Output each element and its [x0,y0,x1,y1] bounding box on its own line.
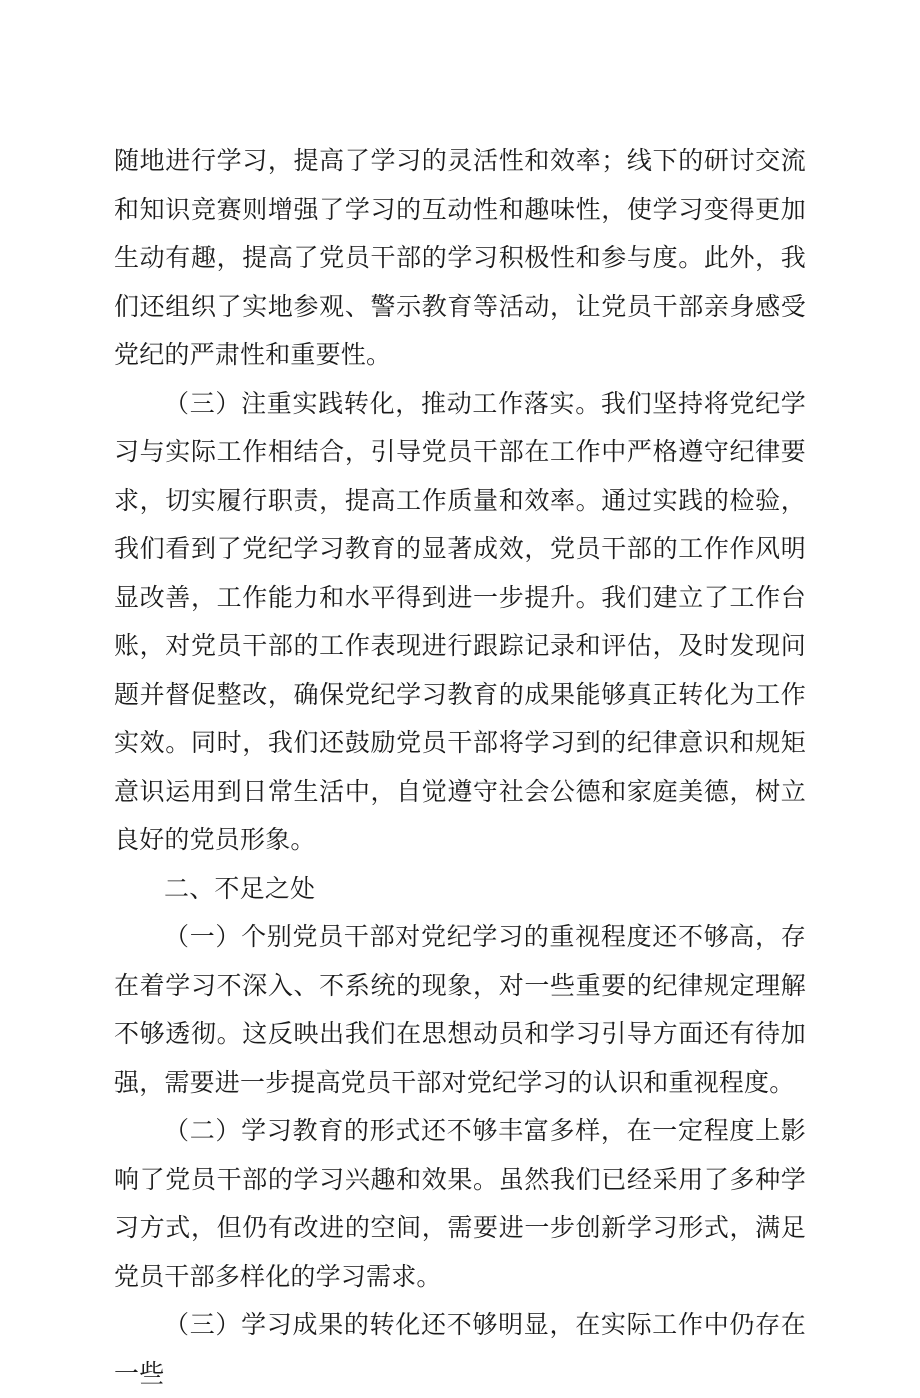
paragraph-practice-transformation: （三）注重实践转化，推动工作落实。我们坚持将党纪学习与实际工作相结合，引导党员干部在工作中严格遵守纪律要求，切实履行职责，提高工作质量和效率。通过实践的检验，我们看到了党纪学习教育的显著成效，党员干部的工作作风明显改善，工作能力和水平得到进一步提升。我们建立了工作台账，对党员干部的工作表现进行跟踪记录和评估，及时发现问题并督促整改，确保党纪学习教育的成果能够真正转化为工作实效。同时，我们还鼓励党员干部将学习到的纪律意识和规矩意识运用到日常生活中，自觉遵守社会公德和家庭美德，树立良好的党员形象。 [114,388,806,854]
paragraph-shortcoming-1: （一）个别党员干部对党纪学习的重视程度还不够高，存在着学习不深入、不系统的现象，对一些重要的纪律规定理解不够透彻。这反映出我们在思想动员和学习引导方面还有待加强，需要进一步提高党员干部对党纪学习的认识和重视程度。 [114,922,806,1097]
paragraph-continuation: 随地进行学习，提高了学习的灵活性和效率；线下的研讨交流和知识竞赛则增强了学习的互动性和趣味性，使学习变得更加生动有趣，提高了党员干部的学习积极性和参与度。此外，我们还组织了实地参观、警示教育等活动，让党员干部亲身感受党纪的严肃性和重要性。 [114,146,806,369]
paragraph-shortcoming-2: （二）学习教育的形式还不够丰富多样，在一定程度上影响了党员干部的学习兴趣和效果。虽然我们已经采用了多种学习方式，但仍有改进的空间，需要进一步创新学习形式，满足党员干部多样化的学习需求。 [114,1116,806,1291]
paragraph-shortcoming-3: （三）学习成果的转化还不够明显，在实际工作中仍存在一些 [114,1310,806,1388]
section-heading-shortcomings: 二、不足之处 [164,873,316,903]
document-body [114,137,806,1398]
